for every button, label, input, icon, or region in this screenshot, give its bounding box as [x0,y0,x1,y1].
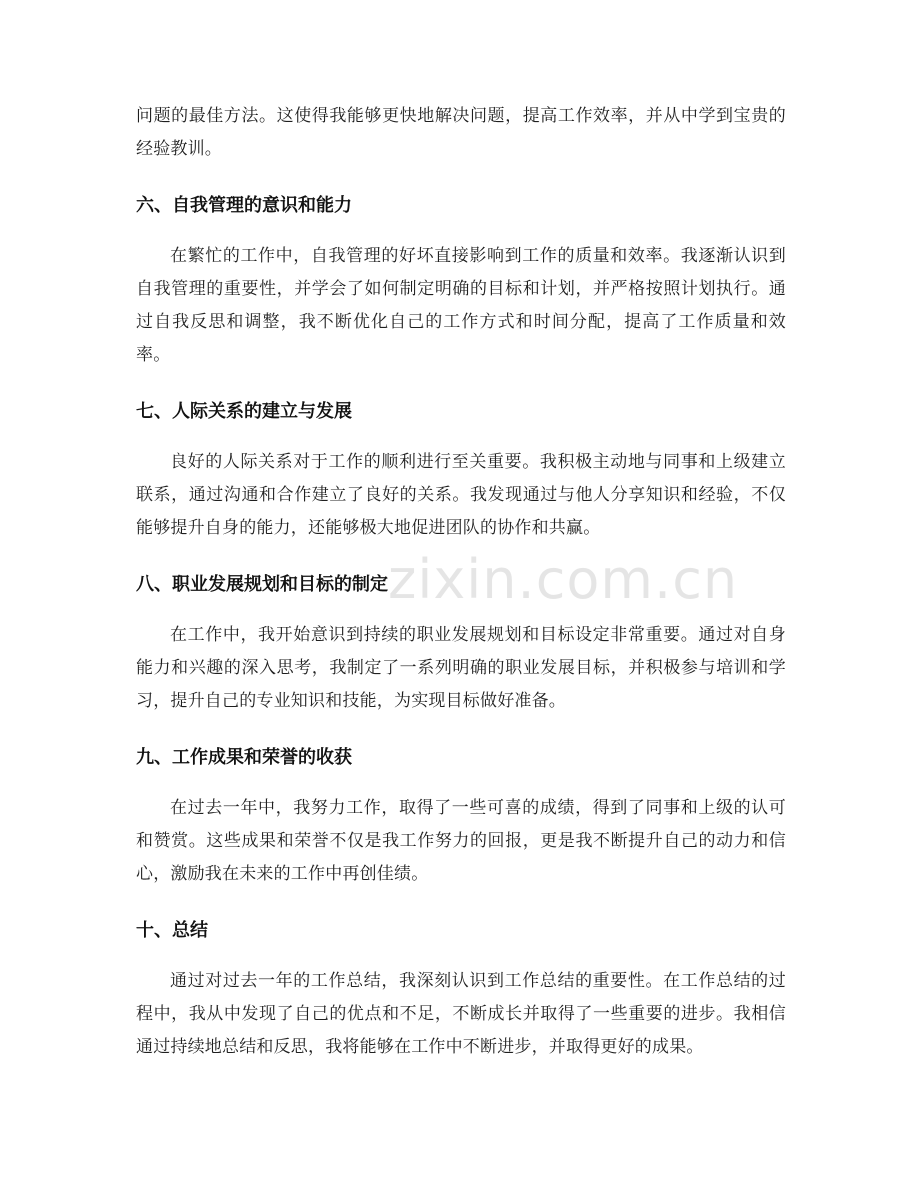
section-7-paragraph: 良好的人际关系对于工作的顺利进行至关重要。我积极主动地与同事和上级建立联系，通过沟通和合作建立了良好的关系。我发现通过与他人分享知识和经验，不仅能够提升自身的能力，还能够极大地促进团队的协作和共赢。 [136,452,786,538]
section-6-paragraph: 在繁忙的工作中，自我管理的好坏直接影响到工作的质量和效率。我逐渐认识到自我管理的重要性，并学会了如何制定明确的目标和计划，并严格按照计划执行。通过自我反思和调整，我不断优化自己的工作方式和时间分配，提高了工作质量和效率。 [136,246,786,365]
section-8-heading: 八、职业发展规划和目标的制定 [136,574,388,595]
section-9-heading: 九、工作成果和荣誉的收获 [136,747,352,768]
intro-paragraph: 问题的最佳方法。这使得我能够更快地解决问题，提高工作效率，并从中学到宝贵的经验教训。 [136,106,786,159]
section-8-paragraph: 在工作中，我开始意识到持续的职业发展规划和目标设定非常重要。通过对自身能力和兴趣的深入思考，我制定了一系列明确的职业发展目标，并积极参与培训和学习，提升自己的专业知识和技能，为实现目标做好准备。 [136,625,786,711]
watermark: zixin.com.cn [388,548,739,611]
section-10-heading: 十、总结 [136,920,208,941]
section-6-heading: 六、自我管理的意识和能力 [136,195,352,216]
section-7-heading: 七、人际关系的建立与发展 [136,401,352,422]
section-9-paragraph: 在过去一年中，我努力工作，取得了一些可喜的成绩，得到了同事和上级的认可和赞赏。这些成果和荣誉不仅是我工作努力的回报，更是我不断提升自己的动力和信心，激励我在未来的工作中再创佳绩。 [136,798,786,884]
section-10-paragraph: 通过对过去一年的工作总结，我深刻认识到工作总结的重要性。在工作总结的过程中，我从中发现了自己的优点和不足，不断成长并取得了一些重要的进步。我相信通过持续地总结和反思，我将能够在工作中不断进步，并取得更好的成果。 [136,971,786,1057]
document-body [136,100,786,1064]
